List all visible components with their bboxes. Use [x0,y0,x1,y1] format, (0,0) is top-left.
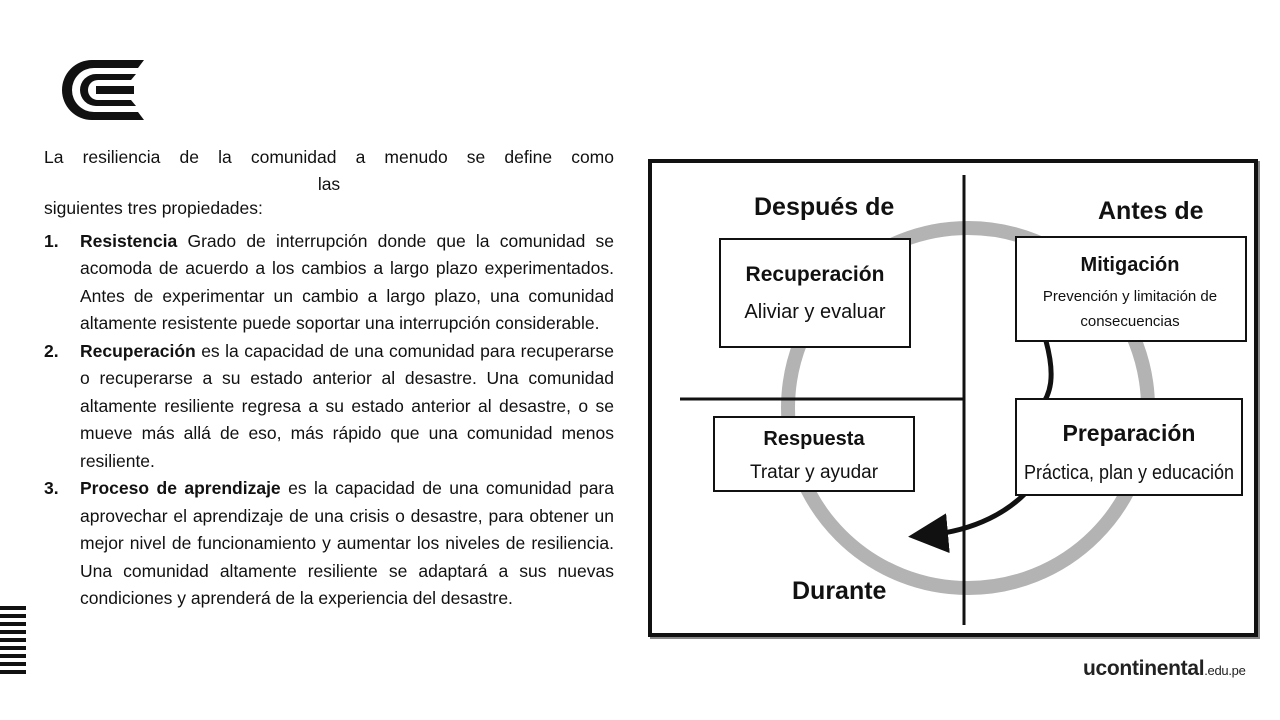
brand-suffix: .edu.pe [1204,663,1246,678]
preparation-subtitle: Práctica, plan y educación [1024,462,1234,484]
properties-list [44,228,614,613]
response-box [714,417,914,491]
property-text: Grado de interrupción donde que la comunidad se acomoda de acuerdo a los cambios a largo plazo experimentados. Antes de experimentar un cambio a largo plazo, una comunidad altamente resistente puede soportar una interrupción considerable. [80,230,614,333]
disaster-cycle-diagram [648,159,1258,637]
before-label: Antes de [1098,197,1204,225]
mitigation-title: Mitigación [1080,254,1180,276]
text-column [44,144,614,613]
list-number: 3. [44,478,59,498]
brand-name: ucontinental [1083,657,1205,680]
property-term: Recuperación [80,340,196,361]
institution-logo [52,56,148,124]
preparation-box [1016,399,1242,495]
intro-line-2: las [317,173,341,194]
recovery-box [720,239,910,347]
recovery-title: Recuperación [745,263,885,286]
brand-logo [1083,657,1246,681]
list-item [44,338,614,476]
list-item [44,475,614,613]
intro-line-3: siguientes tres propiedades: [44,197,263,218]
property-term: Proceso de aprendizaje [80,478,281,498]
after-label: Después de [754,193,895,221]
response-title: Respuesta [763,428,865,450]
mitigation-line-2: consecuencias [1080,313,1180,330]
side-decoration [0,606,26,678]
intro-paragraph [44,144,614,220]
mitigation-box [1016,237,1246,341]
list-number: 1. [44,230,59,251]
preparation-title: Preparación [1062,420,1196,446]
property-term: Resistencia [80,230,178,251]
diagram-canvas [652,163,1254,633]
list-number: 2. [44,340,59,361]
mitigation-line-1: Prevención y limitación de [1042,288,1218,305]
intro-line-1: La resiliencia de la comunidad a menudo se define como [44,147,614,167]
list-item [44,228,614,338]
recovery-subtitle: Aliviar y evaluar [744,301,886,323]
property-text: es la capacidad de una comunidad para recuperarse o recuperarse a su estado anterior al desastre. Una comunidad altamente resiliente regresa a su estado anterior al desastre, o se mueve más allá de eso, más rápido que una comunidad menos resiliente. [80,340,614,471]
property-text: es la capacidad de una comunidad para aprovechar el aprendizaje de una crisis o desastre, para obtener un mejor nivel de funcionamiento y aumentar los niveles de resiliencia. Una comunidad altamente resiliente se adaptará a sus nuevas condiciones y aprenderá de la experiencia del desastre. [80,478,614,608]
response-subtitle: Tratar y ayudar [749,462,879,483]
during-label: Durante [792,577,887,605]
